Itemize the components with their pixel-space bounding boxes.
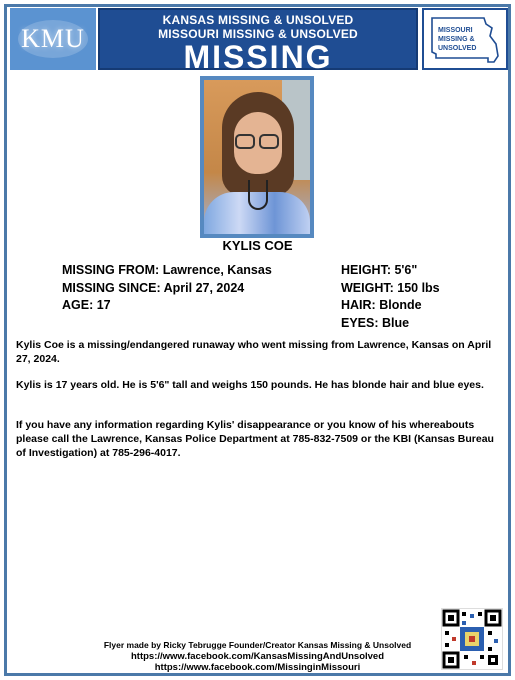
banner-line-kansas: KANSAS MISSING & UNSOLVED xyxy=(162,13,354,27)
missouri-logo-line3: UNSOLVED xyxy=(438,45,477,52)
footer-link-missouri[interactable]: https://www.facebook.com/MissinginMissouri xyxy=(154,662,361,673)
missouri-logo-line2: MISSING & xyxy=(438,36,475,43)
footer-link-kansas[interactable]: https://www.facebook.com/KansasMissingAndUnsolved xyxy=(130,651,385,662)
missing-since: MISSING SINCE: April 27, 2024 xyxy=(62,280,245,295)
details-left xyxy=(62,262,272,315)
kmu-logo xyxy=(10,8,96,70)
missouri-logo xyxy=(422,8,508,70)
flyer-footer xyxy=(0,640,515,673)
banner-title: MISSING xyxy=(183,39,333,75)
eyes: EYES: Blue xyxy=(341,315,410,330)
hair: HAIR: Blonde xyxy=(341,298,422,312)
glasses-icon xyxy=(235,134,255,149)
height: HEIGHT: 5'6" xyxy=(341,263,418,277)
person-name: KYLIS COE xyxy=(222,238,293,253)
missing-person-photo xyxy=(200,76,314,238)
missing-from: MISSING FROM: Lawrence, Kansas xyxy=(62,263,272,277)
footer-credit: Flyer made by Ricky Tebrugge Founder/Creator Kansas Missing & Unsolved xyxy=(103,640,412,650)
missing-banner xyxy=(98,8,418,75)
kmu-logo-text: KMU xyxy=(21,24,85,53)
paragraph-summary: Kylis Coe is a missing/endangered runaway who went missing from Lawrence, Kansas on April 27, 2024. xyxy=(16,339,492,365)
qr-code-icon xyxy=(441,608,503,670)
details-right xyxy=(341,262,440,332)
missouri-logo-line1: MISSOURI xyxy=(438,27,473,34)
banner-line-missouri: MISSOURI MISSING & UNSOLVED xyxy=(158,27,358,41)
paragraph-description: Kylis is 17 years old. He is 5'6" tall and weighs 150 pounds. He has blonde hair and blue eyes. xyxy=(16,379,484,391)
age: AGE: 17 xyxy=(62,298,111,312)
paragraph-contact: If you have any information regarding Kylis' disappearance or you know of his whereabouts please call the Lawrence, Kansas Police Department at 785-832-7509 or the KBI (Kansas Bureau of Investigation) at 785-296-4017. xyxy=(16,419,494,459)
flyer-header xyxy=(10,8,507,75)
weight: WEIGHT: 150 lbs xyxy=(341,280,440,295)
